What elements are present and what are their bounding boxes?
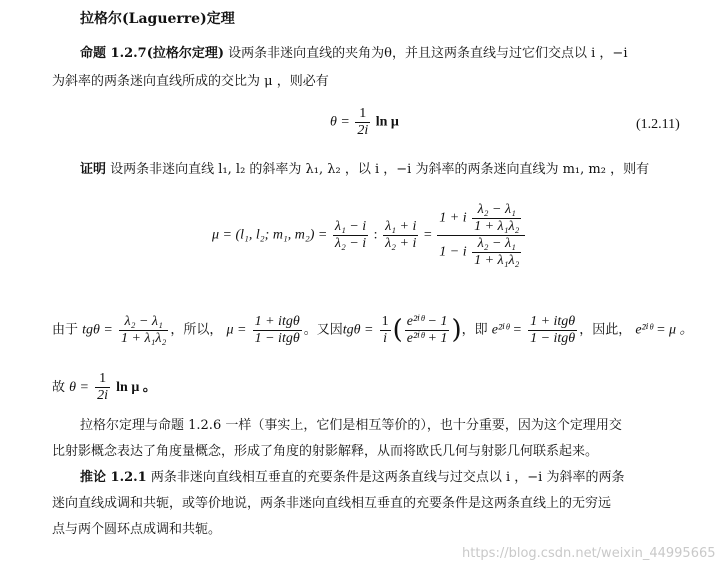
paragraph-line-2: 比射影概念表达了角度量概念，形成了角度的射影解释，从而将欧氏几何与射影几何联系起来。 xyxy=(52,444,599,459)
proof-text: 设两条非迷向直线 l₁, l₂ 的斜率为 λ₁, λ₂ ，以 i ，−i 为斜率的两条迷向直线为 m₁, m₂ ，则有 xyxy=(110,162,650,177)
big-den-inner-den: 1 + λ₁λ₂ xyxy=(474,253,520,268)
proof-line xyxy=(80,160,649,180)
mu-fraction xyxy=(253,314,302,347)
left-paren: ( xyxy=(392,315,403,345)
since-text-3: 。又因 xyxy=(303,322,343,338)
tg2-lhs: tgθ = xyxy=(342,322,374,338)
proposition-line-1 xyxy=(80,44,627,64)
tg-den: 1 + λ₁λ₂ xyxy=(121,330,167,346)
cross-big-fraction xyxy=(437,202,525,269)
formula-lhs: θ = xyxy=(330,114,350,130)
cross-colon: : xyxy=(373,227,378,243)
big-num-inner-fraction xyxy=(472,202,521,235)
coef-fraction xyxy=(380,314,391,347)
therefore-fraction xyxy=(95,371,110,404)
tg-num: λ₂ − λ₁ xyxy=(119,314,168,331)
fraction-num: 1 xyxy=(355,106,370,123)
corollary-text-1: 两条非迷向直线相互垂直的充要条件是这两条直线与过交点以 i ，−i 为斜率的两条 xyxy=(150,470,625,485)
therefore-line xyxy=(52,370,157,406)
big-den-inner-num: λ₂ − λ₁ xyxy=(472,236,521,253)
corollary-label: 推论 1.2.1 xyxy=(80,470,147,485)
section-heading: 拉格尔(Laguerre)定理 xyxy=(80,11,235,27)
mu-den: 1 − itgθ xyxy=(254,330,300,346)
cross-fraction-1 xyxy=(333,219,368,252)
cross-f2-den: λ₂ + i xyxy=(385,236,417,251)
since-text-4: ，即 xyxy=(461,322,488,338)
proposition-label: 命题 1.2.7(拉格尔定理) xyxy=(80,46,225,61)
cross-big-num xyxy=(437,202,525,236)
cross-big-den xyxy=(437,236,525,269)
therefore-num: 1 xyxy=(95,371,110,388)
tg-lhs: tgθ = xyxy=(82,322,113,338)
since-text-5: ，因此， xyxy=(579,322,632,338)
since-line xyxy=(52,312,694,349)
exp-fraction xyxy=(405,314,450,347)
e3-result: e²ⁱᶿ = μ 。 xyxy=(635,322,694,338)
coef-num: 1 xyxy=(381,313,389,329)
big-den-inner-fraction xyxy=(472,236,521,269)
proposition-text-2: 为斜率的两条迷向直线所成的交比为 μ ，则必有 xyxy=(52,74,329,89)
coef-den: i xyxy=(383,330,388,346)
big-num-inner-num: λ₂ − λ₁ xyxy=(472,202,521,219)
therefore-text: 故 xyxy=(52,380,66,395)
big-num-inner-den: 1 + λ₁λ₂ xyxy=(474,219,520,234)
cross-lhs: μ = (l₁, l₂; m₁, m₂) = xyxy=(212,227,328,243)
since-text-2: ，所以， xyxy=(170,322,223,338)
proposition-text-1: 设两条非迷向直线的夹角为θ，并且这两条直线与过它们交点以 i ，−i xyxy=(228,46,628,61)
corollary-line-1 xyxy=(80,468,624,488)
formula-1-2-11 xyxy=(330,106,399,139)
big-den-prefix: 1 − i xyxy=(439,244,467,260)
e2-den: 1 − itgθ xyxy=(530,330,576,346)
exp-num: e²ⁱᶿ − 1 xyxy=(406,313,448,329)
therefore-den: 2i xyxy=(97,388,109,403)
therefore-lhs: θ = xyxy=(69,380,89,395)
corollary-line-2: 迷向直线成调和共轭，或等价地说，两条非迷向直线相互垂直的充要条件是这两条直线上的无穷远 xyxy=(52,496,612,511)
cross-equals: = xyxy=(423,227,432,243)
paragraph-line-1: 拉格尔定理与命题 1.2.6 一样（事实上，它们是相互等价的），也十分重要，因为这个定理用交 xyxy=(80,418,622,433)
right-paren: ) xyxy=(451,315,462,345)
formula-rhs: ln μ xyxy=(375,114,399,130)
cross-f1-den: λ₂ − i xyxy=(334,236,367,251)
cross-f1-num: λ₁ − i xyxy=(334,219,367,234)
mu-num: 1 + itgθ xyxy=(254,313,300,329)
e2-lhs: e²ⁱᶿ = xyxy=(491,322,522,338)
watermark: https://blog.csdn.net/weixin_44995665 xyxy=(462,546,716,561)
proof-label: 证明 xyxy=(80,162,107,177)
cross-fraction-2 xyxy=(383,219,418,252)
e2-num: 1 + itgθ xyxy=(530,313,576,329)
mu-lhs: μ = xyxy=(226,322,247,338)
cross-f2-num: λ₁ + i xyxy=(385,219,417,234)
fraction-1-over-2i xyxy=(355,106,370,139)
cross-ratio-formula xyxy=(212,202,527,269)
corollary-line-3: 点与两个圆环点成调和共轭。 xyxy=(52,522,222,537)
big-num-prefix: 1 + i xyxy=(439,210,467,226)
fraction-den: 2i xyxy=(357,123,369,138)
e2-fraction xyxy=(528,314,577,347)
equation-tag: (1.2.11) xyxy=(636,117,680,132)
since-text-1: 由于 xyxy=(52,322,79,338)
exp-den: e²ⁱᶿ + 1 xyxy=(406,330,448,346)
tg-fraction xyxy=(119,314,168,347)
therefore-rhs: ln μ 。 xyxy=(116,380,157,395)
